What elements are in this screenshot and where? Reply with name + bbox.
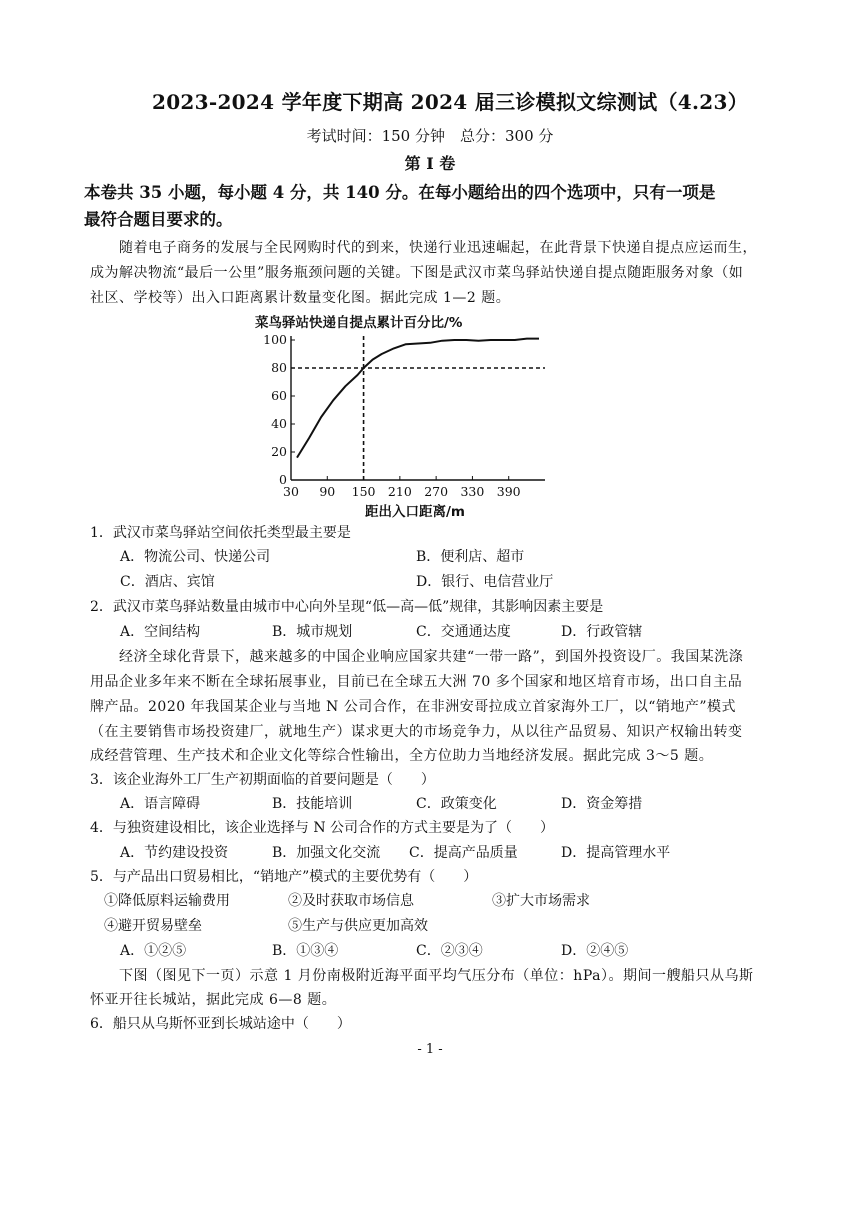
- page-title: 2023-2024 学年度下期高 2024 届三诊模拟文综测试（4.23）: [152, 90, 748, 114]
- passage2-line-2: 用品企业多年来不断在全球拓展事业，目前已在全球五大洲 70 多个国家和地区培育市场，出口自主品: [90, 674, 743, 690]
- chart-x-tick-label: 30: [283, 484, 299, 499]
- chart-x-tick-label: 90: [319, 484, 336, 499]
- q2-option-b: B．城市规划: [272, 624, 353, 640]
- passage2-line-1: 经济全球化背景下，越来越多的中国企业响应国家共建“一带一路”，到国外投资设厂。我国某洗涤: [119, 649, 744, 665]
- passage3-line-1: 下图（图见下一页）示意 1 月份南极附近海平面平均气压分布（单位：hPa）。期间一艘船只从乌斯: [119, 968, 754, 984]
- q3-option-b: B．技能培训: [272, 796, 353, 812]
- chart-series-line: [297, 339, 539, 458]
- q3-option-a: A．语言障碍: [120, 796, 201, 812]
- q1-option-b: B．便利店、超市: [416, 549, 525, 565]
- chart-y-tick-label: 40: [271, 416, 287, 431]
- chart-y-tick-label: 80: [271, 360, 287, 375]
- q5-item-1: ①降低原料运输费用: [104, 893, 230, 909]
- chart-y-tick-label: 60: [271, 388, 287, 403]
- q5-item-5: ⑤生产与供应更加高效: [288, 918, 428, 934]
- q4-option-a: A．节约建设投资: [120, 845, 229, 861]
- chart-x-tick-label: 150: [351, 484, 376, 499]
- q1-stem: 1．武汉市菜鸟驿站空间依托类型最主要是: [90, 525, 351, 541]
- q2-option-a: A．空间结构: [120, 624, 201, 640]
- passage2-line-4: （在主要销售市场投资建厂，就地生产）谋求更大的市场竞争力，从以往产品贸易、知识产权输出转变: [90, 724, 743, 740]
- chart-y-tick-label: 100: [263, 332, 287, 347]
- q2-option-d: D．行政管辖: [561, 624, 643, 640]
- chart-x-tick-label: 210: [387, 484, 412, 499]
- passage2-line-5: 成经营管理、生产技术和企业文化等综合性输出，全方位助力当地经济发展。据此完成 3～5 题。: [90, 748, 714, 764]
- q1-option-c: C．酒店、宾馆: [120, 574, 215, 590]
- q5-option-d: D．②④⑤: [561, 943, 629, 959]
- page-number: - 1 -: [417, 1042, 443, 1057]
- q1-option-d: D．银行、电信营业厅: [416, 574, 554, 590]
- intro-line-2: 最符合题目要求的。: [84, 210, 233, 229]
- q5-item-4: ④避开贸易壁垒: [104, 918, 202, 934]
- chart-x-tick-label: 390: [496, 484, 521, 499]
- q3-option-d: D．资金筹措: [561, 796, 643, 812]
- chart-y-tick-label: 0: [279, 472, 287, 487]
- passage1-line-1: 随着电子商务的发展与全民网购时代的到来，快递行业迅速崛起，在此背景下快递自提点应运而生，: [119, 240, 757, 256]
- chart-title: 菜鸟驿站快递自提点累计百分比/%: [255, 315, 463, 331]
- chart-y-tick-label: 20: [271, 444, 287, 459]
- chart-x-axis-label: 距出入口距离/m: [365, 504, 465, 520]
- q4-option-b: B．加强文化交流: [272, 845, 381, 861]
- chart-x-tick-label: 270: [424, 484, 449, 499]
- cumulative-percentage-chart: [255, 310, 555, 522]
- q5-option-b: B．①③④: [272, 943, 339, 959]
- q4-option-c: C．提高产品质量: [409, 845, 518, 861]
- q4-option-d: D．提高管理水平: [561, 845, 671, 861]
- passage3-line-2: 怀亚开往长城站，据此完成 6—8 题。: [90, 992, 337, 1008]
- q5-option-c: C．②③④: [416, 943, 483, 959]
- q5-item-3: ③扩大市场需求: [492, 893, 590, 909]
- q5-stem: 5．与产品出口贸易相比，“销地产”模式的主要优势有（ ）: [90, 869, 478, 885]
- intro-line-1: 本卷共 35 小题，每小题 4 分，共 140 分。在每小题给出的四个选项中，只有一项是: [84, 183, 716, 202]
- chart-svg: [255, 310, 555, 522]
- q4-stem: 4．与独资建设相比，该企业选择与 N 公司合作的方式主要是为了（ ）: [90, 820, 555, 836]
- q1-option-a: A．物流公司、快递公司: [120, 549, 271, 565]
- passage2-line-3: 牌产品。2020 年我国某企业与当地 N 公司合作，在非洲安哥拉成立首家海外工厂，以“销地产”模式: [90, 699, 737, 715]
- q5-item-2: ②及时获取市场信息: [288, 893, 414, 909]
- q6-stem: 6．船只从乌斯怀亚到长城站途中（ ）: [90, 1016, 351, 1032]
- q2-option-c: C．交通通达度: [416, 624, 511, 640]
- q3-stem: 3．该企业海外工厂生产初期面临的首要问题是（ ）: [90, 772, 435, 788]
- q3-option-c: C．政策变化: [416, 796, 497, 812]
- passage1-line-2: 成为解决物流“最后一公里”服务瓶颈问题的关键。下图是武汉市菜鸟驿站快递自提点随距服务对象（如: [90, 265, 744, 281]
- chart-x-tick-label: 330: [460, 484, 485, 499]
- q5-option-a: A．①②⑤: [120, 943, 187, 959]
- q2-stem: 2．武汉市菜鸟驿站数量由城市中心向外呈现“低—高—低”规律，其影响因素主要是: [90, 599, 604, 615]
- section-heading: 第 I 卷: [404, 154, 456, 173]
- exam-info: 考试时间：150 分钟 总分：300 分: [306, 127, 554, 145]
- passage1-line-3: 社区、学校等）出入口距离累计数量变化图。据此完成 1—2 题。: [90, 290, 511, 306]
